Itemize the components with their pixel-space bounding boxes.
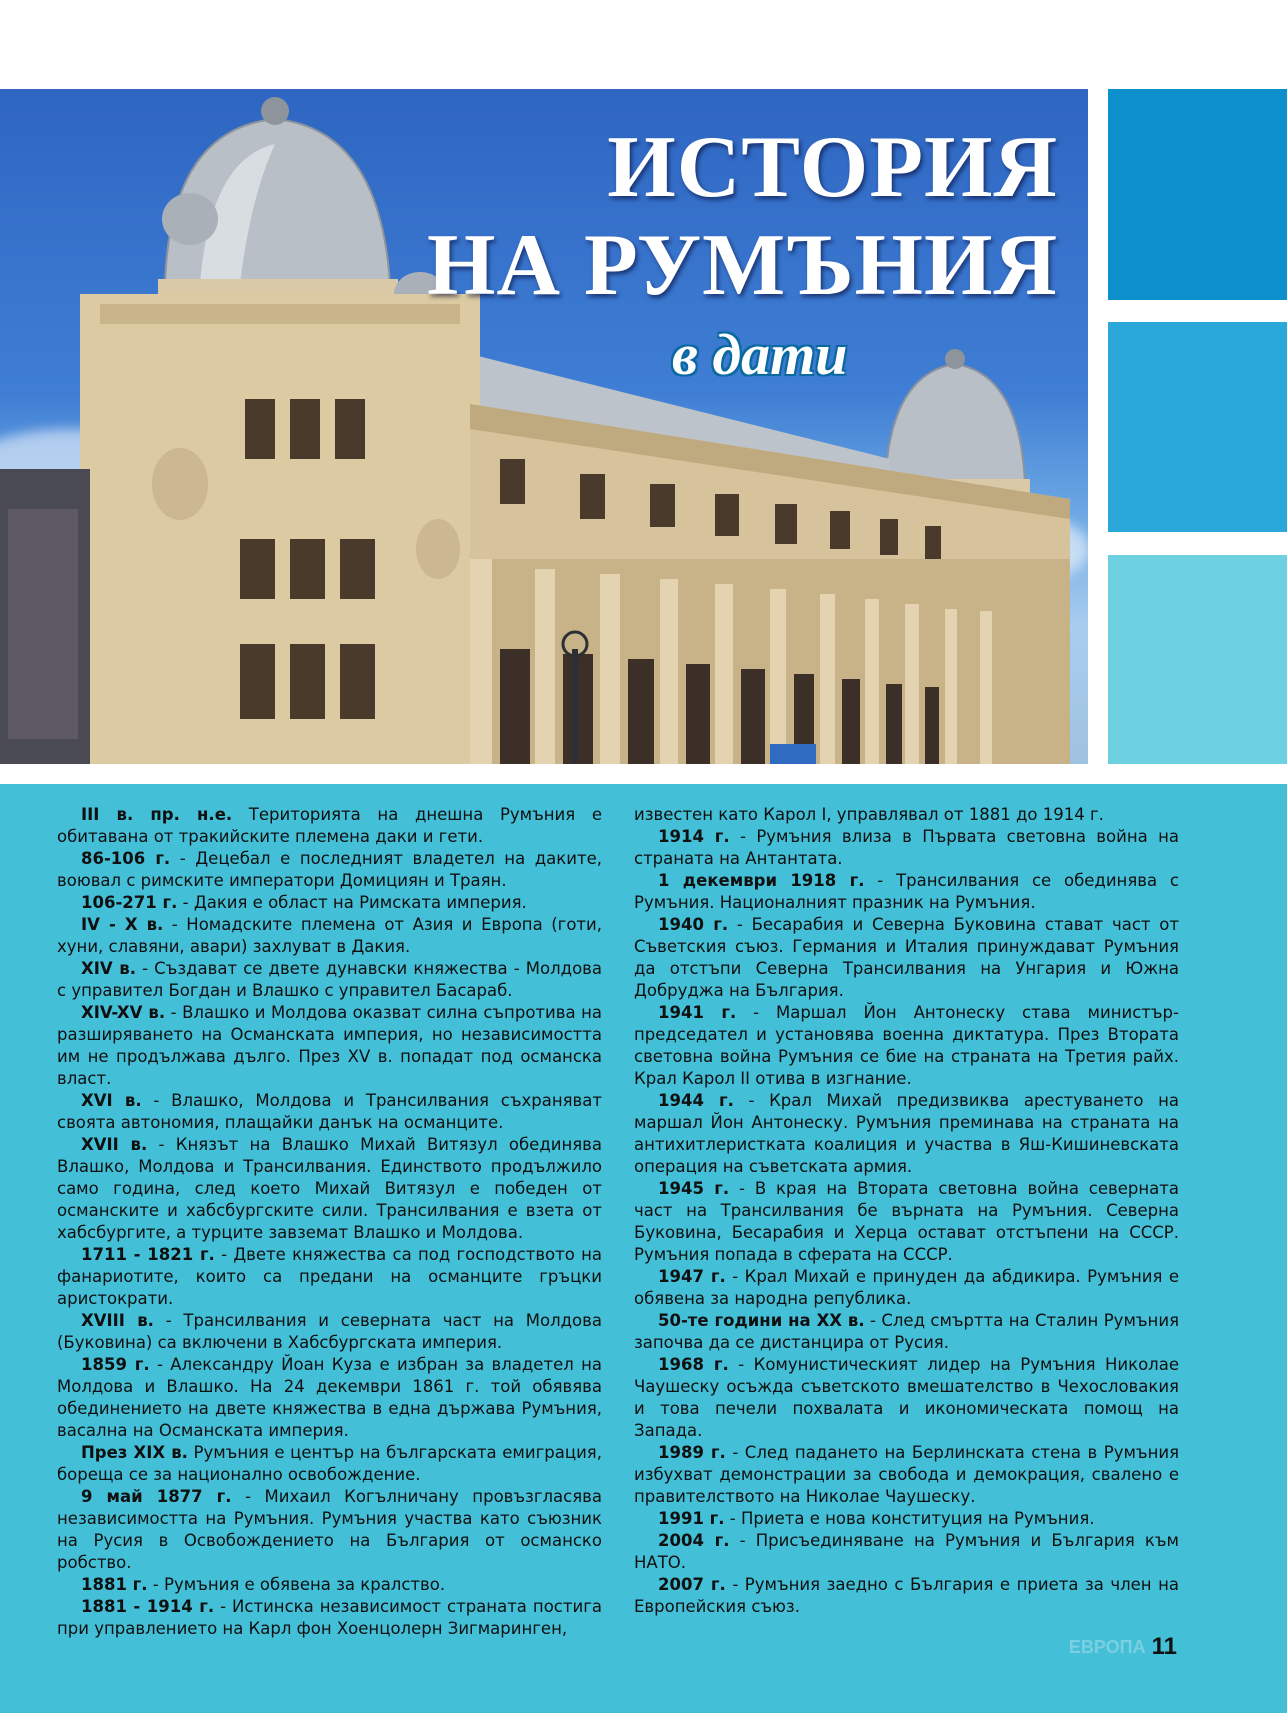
timeline-entry [57, 1486, 602, 1574]
timeline-date: 1944 г. [658, 1091, 734, 1110]
timeline-column-left [57, 804, 602, 1640]
timeline-entry [634, 1530, 1179, 1574]
timeline-text: - Двете княжества са под господството на фанариотите, които са предани на османците гръцки аристократи. [57, 1245, 602, 1308]
timeline-entry [57, 848, 602, 892]
timeline-date: 1968 г. [658, 1355, 729, 1374]
title-block [427, 119, 1058, 315]
timeline-date: XIV в. [81, 959, 136, 978]
timeline-date: 1947 г. [658, 1267, 726, 1286]
timeline-entry [57, 892, 602, 914]
decorative-square-medium [1108, 322, 1287, 532]
timeline-date: 2007 г. [658, 1575, 726, 1594]
timeline-text: Територията на днешна Румъния е обитавана от тракийските племена даки и гети. [57, 805, 602, 846]
page-number: 11 [1151, 1633, 1177, 1660]
page-title-line-1: ИСТОРИЯ [607, 119, 1058, 216]
timeline-date: 1940 г. [658, 915, 729, 934]
page-footer [1069, 1633, 1177, 1661]
timeline-text: - Приета е нова конституция на Румъния. [724, 1509, 1095, 1528]
timeline-text: - Влашко и Молдова оказват силна съпротива на разширяването на Османската империя, но независимостта им не продължава дълго. През XV в. попадат под османска власт. [57, 1003, 602, 1088]
timeline-date: 1 декември 1918 г. [658, 871, 865, 890]
timeline-entry [634, 1090, 1179, 1178]
timeline-entry [634, 1508, 1179, 1530]
timeline-date: През XIX в. [81, 1443, 188, 1462]
timeline-text: - Дакия е област на Римската империя. [177, 893, 527, 912]
timeline-entry [57, 1596, 602, 1640]
magazine-logo: ЕВРОПА [1068, 1636, 1146, 1657]
timeline-section [0, 784, 1287, 1713]
timeline-entry [634, 1574, 1179, 1618]
timeline-text: - Създават се двете дунавски княжества - Молдова с управител Богдан и Влашко с управител Басараб. [57, 959, 602, 1000]
timeline-text: - В края на Втората световна война северната част на Трансилвания бе върната на Румъния. Северна Буковина, Бесарабия и Херца остават отстъпени на СССР. Румъния попада в сферата на СССР. [634, 1179, 1180, 1264]
timeline-date: 1859 г. [81, 1355, 150, 1374]
timeline-entry [634, 1310, 1179, 1354]
timeline-date: 1914 г. [658, 827, 730, 846]
timeline-entry [634, 914, 1179, 1002]
timeline-text: - След падането на Берлинската стена в Румъния избухват демонстрации за свобода и демокрация, свалено е правителството на Николае Чаушеску. [634, 1443, 1180, 1506]
timeline-date: 1711 - 1821 г. [81, 1245, 215, 1264]
timeline-date: IV - X в. [81, 915, 164, 934]
timeline-text: - Влашко, Молдова и Трансилвания съхраняват своята автономия, плащайки данък на османците. [57, 1091, 602, 1132]
timeline-date: XVII в. [81, 1135, 148, 1154]
timeline-text: - Децебал е последният владетел на даките, воювал с римските императори Домициян и Траян. [57, 849, 602, 890]
timeline-text: Румъния е център на българската емиграция, бореща се за национално освобождение. [57, 1443, 602, 1484]
timeline-text: - Бесарабия и Северна Буковина стават част от Съветския съюз. Германия и Италия принуждават Румъния да отстъпи Северна Трансилвания на Унгария и Южна Добруджа на България. [634, 915, 1179, 1000]
timeline-date: XVI в. [81, 1091, 142, 1110]
timeline-text: - Трансилвания и северната част на Молдова (Буковина) са включени в Хабсбургската империя. [57, 1311, 602, 1352]
timeline-text: - Присъединяване на Румъния и България към НАТО. [634, 1531, 1179, 1572]
timeline-text: - Номадските племена от Азия и Европа (готи, хуни, славяни, авари) захлуват в Дакия. [57, 915, 602, 956]
timeline-entry [634, 1178, 1179, 1266]
timeline-text: - Трансилвания се обединява с Румъния. Националният празник на Румъния. [634, 871, 1179, 912]
timeline-entry [57, 1442, 602, 1486]
timeline-date: 106-271 г. [81, 893, 178, 912]
timeline-date: 1945 г. [658, 1179, 730, 1198]
timeline-text: - След смъртта на Сталин Румъния започва да се дистанцира от Русия. [634, 1311, 1179, 1352]
page-subtitle: в дати [672, 322, 848, 387]
decorative-square-light [1108, 555, 1287, 764]
timeline-entry [57, 804, 602, 848]
timeline-text: - Комунистическият лидер на Румъния Николае Чаушеску осъжда съветското вмешателство в Чехословакия и това печели похвалата и икономическата помощ на Запада. [634, 1355, 1179, 1440]
timeline-entry [57, 958, 602, 1002]
timeline-entry [634, 870, 1179, 914]
hero-photo [0, 89, 1088, 764]
timeline-entry [634, 1354, 1179, 1442]
timeline-date: 9 май 1877 г. [81, 1487, 232, 1506]
timeline-text: - Румъния заедно с България е приета за член на Европейския съюз. [634, 1575, 1179, 1616]
timeline-date: III в. пр. н.е. [81, 805, 233, 824]
timeline-date: 1989 г. [658, 1443, 726, 1462]
timeline-text: - Крал Михай предизвиква арестуването на маршал Йон Антонеску. Румъния преминава на страната на антихитлеристката коалиция и участва в Яш-Кишиневската операция на съветската армия. [634, 1091, 1179, 1176]
timeline-entry [634, 1442, 1179, 1508]
timeline-entry [57, 1002, 602, 1090]
timeline-date: 1881 г. [81, 1575, 148, 1594]
timeline-text: - Александру Йоан Куза е избран за владетел на Молдова и Влашко. На 24 декември 1861 г. той обявява обединението на двете княжества в една държава Румъния, васална на Османската империя. [57, 1355, 602, 1440]
timeline-text: - Маршал Йон Антонеску става министър-председател и установява военна диктатура. През Втората световна война Румъния се бие на страната на Третия райх. Крал Карол II отива в изгнание. [634, 1003, 1179, 1088]
timeline-entry [57, 1134, 602, 1244]
timeline-entry [57, 1244, 602, 1310]
timeline-entry-continuation: известен като Карол I, управлявал от 1881 до 1914 г. [634, 805, 1104, 824]
timeline-date: 1991 г. [658, 1509, 725, 1528]
timeline-entry [57, 914, 602, 958]
timeline-date: 2004 г. [658, 1531, 730, 1550]
timeline-text: - Румъния влиза в Първата световна война на страната на Антантата. [634, 827, 1179, 868]
timeline-text: - Румъния е обявена за кралство. [147, 1575, 446, 1594]
timeline-date: 50-те години на XX в. [658, 1311, 865, 1330]
timeline-text: - Крал Михай е принуден да абдикира. Румъния е обявена за народна република. [634, 1267, 1180, 1308]
timeline-entry [634, 1266, 1179, 1310]
timeline-date: 1941 г. [658, 1003, 737, 1022]
timeline-text: - Князът на Влашко Михай Витязул обединява Влашко, Молдова и Трансилвания. Единството продължило само година, след което Михай Витязул е победен от османските и хабсбургските сили. Трансилвания е взета от хабсбургите, а турците завземат Влашко и Молдова. [57, 1135, 602, 1242]
timeline-date: 1881 - 1914 г. [81, 1597, 215, 1616]
timeline-entry [634, 1002, 1179, 1090]
timeline-date: XIV-XV в. [81, 1003, 166, 1022]
timeline-column-right [634, 804, 1179, 1618]
timeline-entry [634, 826, 1179, 870]
timeline-date: 86-106 г. [81, 849, 171, 868]
timeline-entry [57, 1574, 602, 1596]
timeline-text: - Михаил Когълничану провъзгласява независимостта на Румъния. Румъния участва като съюзник на Русия в Освобождението на България от османско робство. [57, 1487, 602, 1572]
timeline-date: XVIII в. [81, 1311, 154, 1330]
timeline-entry [57, 1310, 602, 1354]
page-title-line-2: НА РУМЪНИЯ [427, 217, 1058, 314]
decorative-square-dark [1108, 89, 1287, 300]
timeline-entry [57, 1354, 602, 1442]
timeline-entry [57, 1090, 602, 1134]
timeline-text: - Истинска независимост страната постига при управлението на Карл фон Хоенцолерн Зигмаринген, [57, 1597, 602, 1638]
